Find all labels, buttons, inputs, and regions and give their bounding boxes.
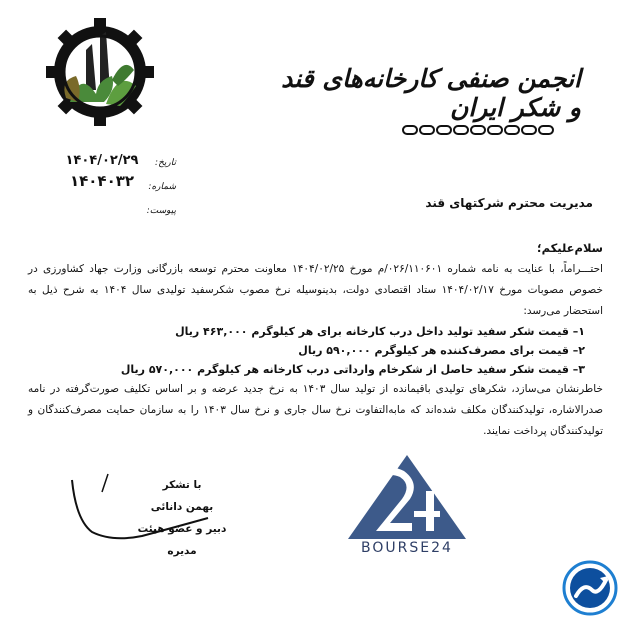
greeting: سلام‌علیکم؛ <box>536 241 603 255</box>
price-item: ۱– قیمت شکر سفید تولید داخل درب کارخانه برای هر کیلوگرم ۴۶۳,۰۰۰ ریال <box>175 325 585 338</box>
letter-meta-values <box>62 152 142 192</box>
trend-arrow-icon <box>562 560 618 616</box>
bourse24-logo-icon <box>346 453 468 541</box>
signature-thanks: با تشکر <box>162 479 202 491</box>
intro-paragraph: احتـــراماً، با عنایت به نامه شماره ۰۲۶/۱۱۰۶۰۱/م مورخ ۱۴۰۴/۰۲/۲۵ معاونت محترم توسعه بازرگانی وزارت جهاد کشاورزی در خصوص مصوبات مورخ ۱۴۰۴/۰۲/۱۷ ستاد اقتصادی دولت، بدینوسیله نرخ مصوب شکرسفید تولیدی سال ۱۴۰۴ به شرح ذیل به استحضار می‌رسد: <box>28 263 603 317</box>
number-value: ۱۴۰۴۰۳۲ <box>69 172 135 190</box>
attachment-label: پیوست: <box>146 206 176 216</box>
date-label: تاریخ: <box>155 158 176 168</box>
organization-title: انجمن صنفی کارخانه‌های قند و شکر ایران <box>281 64 581 122</box>
date-value: ۱۴۰۴/۰۲/۲۹ <box>65 153 139 168</box>
signatory-name: بهمن دانائی <box>150 501 214 513</box>
signatory-title: دبیر و عضو هیئت مدیره <box>137 523 227 557</box>
bourse24-wordmark: BOURSE24 <box>361 540 453 556</box>
price-item: ۳– قیمت شکر سفید حاصل از شکرخام وارداتی درب کارخانه هر کیلوگرم ۵۷۰,۰۰۰ ریال <box>120 363 585 376</box>
price-item: ۲– قیمت برای مصرف‌کننده هر کیلوگرم ۵۹۰,۰۰۰ ریال <box>298 344 585 357</box>
chain-ornament-icon <box>402 124 564 136</box>
factory-gear-logo-icon <box>40 10 160 130</box>
letter-body <box>28 238 603 442</box>
signature-block <box>122 474 242 562</box>
recipient: مدیریت محترم شرکتهای قند <box>425 196 593 210</box>
number-label: شماره: <box>148 182 176 192</box>
closing-paragraph: خاطرنشان می‌سازد، شکرهای تولیدی باقیمانده از تولید سال ۱۴۰۳ به نرخ جدید عرضه و بر اساس تکلیف صورت‌گرفته در نامه صدرالاشاره، تولیدکنندگان مکلف شده‌اند که مابه‌التفاوت نرخ سال جاری و نرخ سال ۱۴۰۳ را به سازمان حمایت مصرف‌کنندگان و تولیدکنندگان پرداخت نمایند. <box>28 383 603 437</box>
price-list <box>28 322 603 379</box>
